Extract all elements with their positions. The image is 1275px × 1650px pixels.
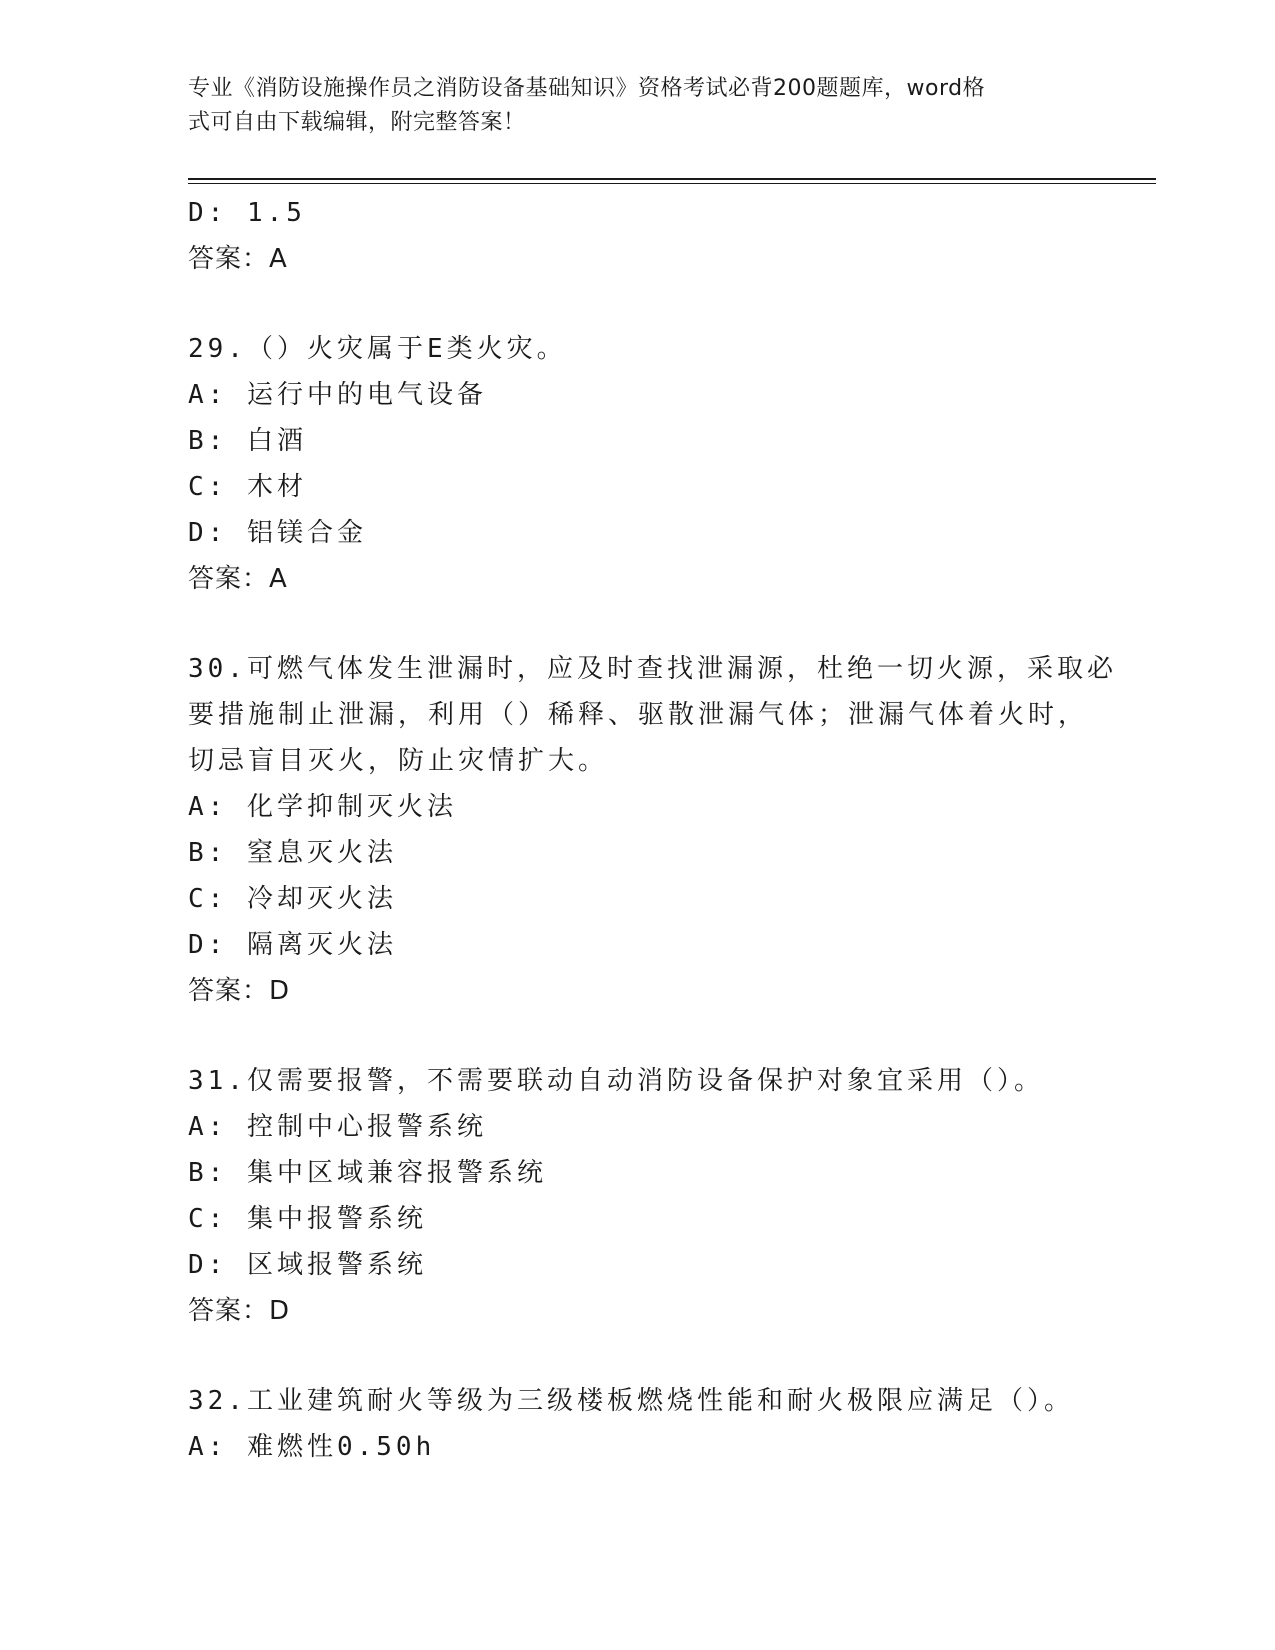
option-c: C: 冷却灭火法 <box>188 884 397 914</box>
question-stem-line-2: 要措施制止泄漏，利用（）稀释、驱散泄漏气体；泄漏气体着火时， <box>188 700 1089 730</box>
option-d: D: 区域报警系统 <box>188 1250 427 1280</box>
option-d: D: 铝镁合金 <box>188 518 367 548</box>
option-b: B: 集中区域兼容报警系统 <box>188 1158 547 1188</box>
option-b: B: 白酒 <box>188 426 307 456</box>
header-rule-thin <box>188 183 1156 184</box>
header-line-2: 式可自由下载编辑，附完整答案！ <box>188 110 526 135</box>
question-31 <box>188 1058 1088 1334</box>
option-c: C: 集中报警系统 <box>188 1204 427 1234</box>
previous-question-tail <box>188 190 1088 282</box>
answer: 答案：A <box>188 564 288 594</box>
option-b: B: 窒息灭火法 <box>188 838 397 868</box>
answer: 答案：D <box>188 976 291 1006</box>
option-d: D: 1.5 <box>188 198 306 228</box>
question-stem-line-3: 切忌盲目灭火，防止灾情扩大。 <box>188 746 609 776</box>
option-a: A: 运行中的电气设备 <box>188 380 487 410</box>
option-d: D: 隔离灭火法 <box>188 930 397 960</box>
answer: 答案：D <box>188 1296 291 1326</box>
option-c: C: 木材 <box>188 472 307 502</box>
question-stem-line-1: 30.可燃气体发生泄漏时，应及时查找泄漏源，杜绝一切火源，采取必 <box>188 654 1117 684</box>
question-stem: 31.仅需要报警，不需要联动自动消防设备保护对象宜采用（）。 <box>188 1066 1044 1096</box>
header-rule-thick <box>188 178 1156 180</box>
question-29 <box>188 326 1088 602</box>
question-32 <box>188 1378 1088 1470</box>
document-header <box>188 72 1068 140</box>
option-a: A: 化学抑制灭火法 <box>188 792 457 822</box>
header-line-1: 专业《消防设施操作员之消防设备基础知识》资格考试必背200题题库，word格 <box>188 76 986 101</box>
answer: 答案：A <box>188 244 288 274</box>
document-body <box>188 190 1117 1470</box>
question-stem: 29.（）火灾属于E类火灾。 <box>188 334 567 364</box>
question-stem: 32.工业建筑耐火等级为三级楼板燃烧性能和耐火极限应满足（）。 <box>188 1386 1074 1416</box>
option-a: A: 控制中心报警系统 <box>188 1112 487 1142</box>
option-a: A: 难燃性0.50h <box>188 1432 436 1462</box>
question-30 <box>188 646 1117 1014</box>
